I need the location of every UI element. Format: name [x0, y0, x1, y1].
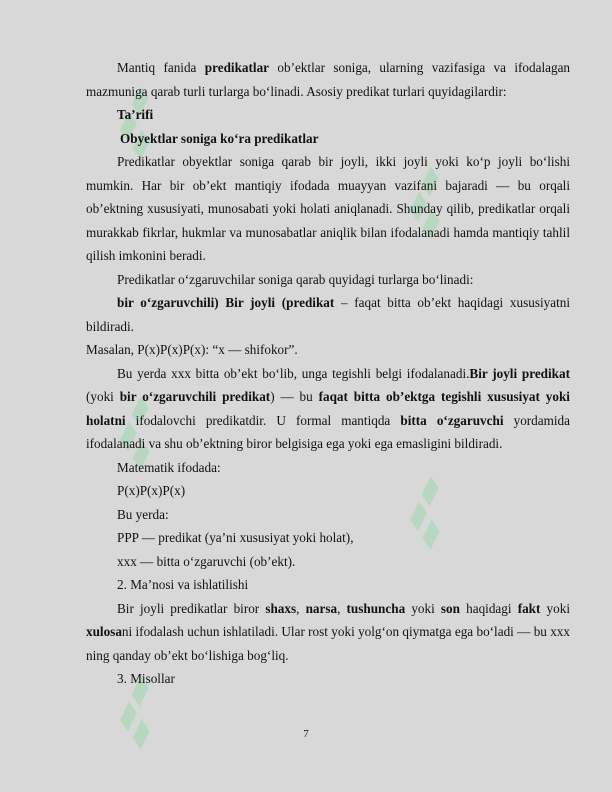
text-run: Mantiq fanida [117, 60, 205, 75]
bold-text: bitta o‘zgaruvchi [400, 412, 504, 428]
paragraph [86, 150, 570, 268]
paragraph [86, 338, 570, 362]
text-run: xxx — bitta o‘zgaruvchi (ob’ekt). [117, 553, 296, 569]
bold-text: tushuncha [346, 600, 406, 616]
text-run: 3. Misollar [117, 671, 175, 686]
paragraph [86, 291, 570, 338]
paragraph [86, 526, 570, 550]
bold-text: Obyektlar soniga ko‘ra predikatlar [120, 130, 319, 146]
text-run: ob’ektlar soniga, ularning vazifasiga va ifodalagan mazmuniga qarab turli turlarga bo‘linadi. Asosiy predikat turlari quyidagilardir: [86, 60, 571, 99]
bold-text: faqat bitta ob’ektga tegishli xususiyat yoki holatni [86, 389, 570, 428]
paragraph [86, 503, 570, 527]
text-run: Bu yerda: [117, 506, 169, 522]
paragraph [86, 268, 570, 292]
text-run: haqidagi [459, 600, 518, 616]
paragraph [86, 103, 570, 127]
paragraph [86, 667, 570, 691]
bold-text: son [440, 600, 460, 616]
text-run: Predikatlar obyektlar soniga qarab bir joyli, ikki joyli yoki ko‘p joyli bo‘lishi mumkin. Har bir ob’ekt mantiqiy ifodada muayyan vazifani bajaradi — bu orqali ob’ektning xususiyati, munosabati yoki holati aniqlanadi. Shunday qilib, predikatlar orqali murakkab fikrlar, hukmlar va munosabatlar aniqlik bilan ifodalanadi hamda mantiqiy tahlil qilish imkonini beradi. [86, 154, 570, 263]
paragraph [86, 573, 570, 597]
document-body [86, 56, 570, 691]
text-run: , [337, 600, 347, 616]
page-number: 7 [303, 728, 309, 740]
text-run: ifodalovchi predikatdir. U formal mantiqda [125, 412, 401, 428]
text-run: Predikatlar o‘zgaruvchilar soniga qarab quyidagi turlarga bo‘linadi: [117, 271, 474, 287]
text-run: Masalan, P(x)P(x)P(x): “x — shifokor”. [86, 342, 298, 357]
text-run: Bu yerda xxx bitta ob’ekt bo‘lib, unga tegishli belgi ifodalanadi. [117, 365, 470, 381]
paragraph [86, 479, 570, 503]
text-run: – faqat bitta ob’ekt haqidagi xususiyatni bildiradi. [86, 295, 570, 334]
paragraph [86, 56, 570, 103]
paragraph [86, 456, 570, 480]
text-run: PPP — predikat (ya’ni xususiyat yoki holat), [117, 530, 354, 545]
bold-text: Ta’rifi [117, 107, 154, 122]
bold-text: Bir joyli predikat [469, 365, 570, 381]
paragraph [86, 127, 570, 151]
text-run: ni ifodalash uchun ishlatiladi. Ular rost yoki yolg‘on qiymatga ega bo‘ladi — bu xxx ning qanday ob’ekt bo‘lishiga bog‘liq. [86, 624, 570, 663]
text-run: yoki [405, 600, 441, 616]
paragraph [86, 362, 570, 456]
text-run: Matematik ifodada: [117, 459, 221, 475]
text-run: ) — bu [270, 389, 319, 404]
text-run: (yoki [86, 389, 120, 404]
bold-text: predikatlar [204, 60, 270, 75]
bold-text: xulosa [86, 624, 122, 639]
bold-text: bir o‘zgaruvchili predikat [119, 389, 271, 404]
bold-text: shaxs [265, 600, 297, 616]
paragraph [86, 550, 570, 574]
text-run: 2. Ma’nosi va ishlatilishi [117, 577, 249, 592]
text-run: , [296, 600, 306, 616]
text-run: P(x)P(x)P(x) [117, 483, 186, 498]
bold-text: bir o‘zgaruvchili) Bir joyli (predikat [117, 295, 335, 310]
text-run: yordamida ifodalanadi va shu ob’ektning biror belgisiga ega yoki ega emasligini bildiradi. [86, 412, 571, 451]
bold-text: narsa [305, 600, 338, 616]
text-run: Bir joyli predikatlar biror [117, 600, 266, 616]
bold-text: fakt [517, 600, 541, 616]
text-run: yoki [540, 600, 570, 616]
paragraph [86, 597, 570, 668]
